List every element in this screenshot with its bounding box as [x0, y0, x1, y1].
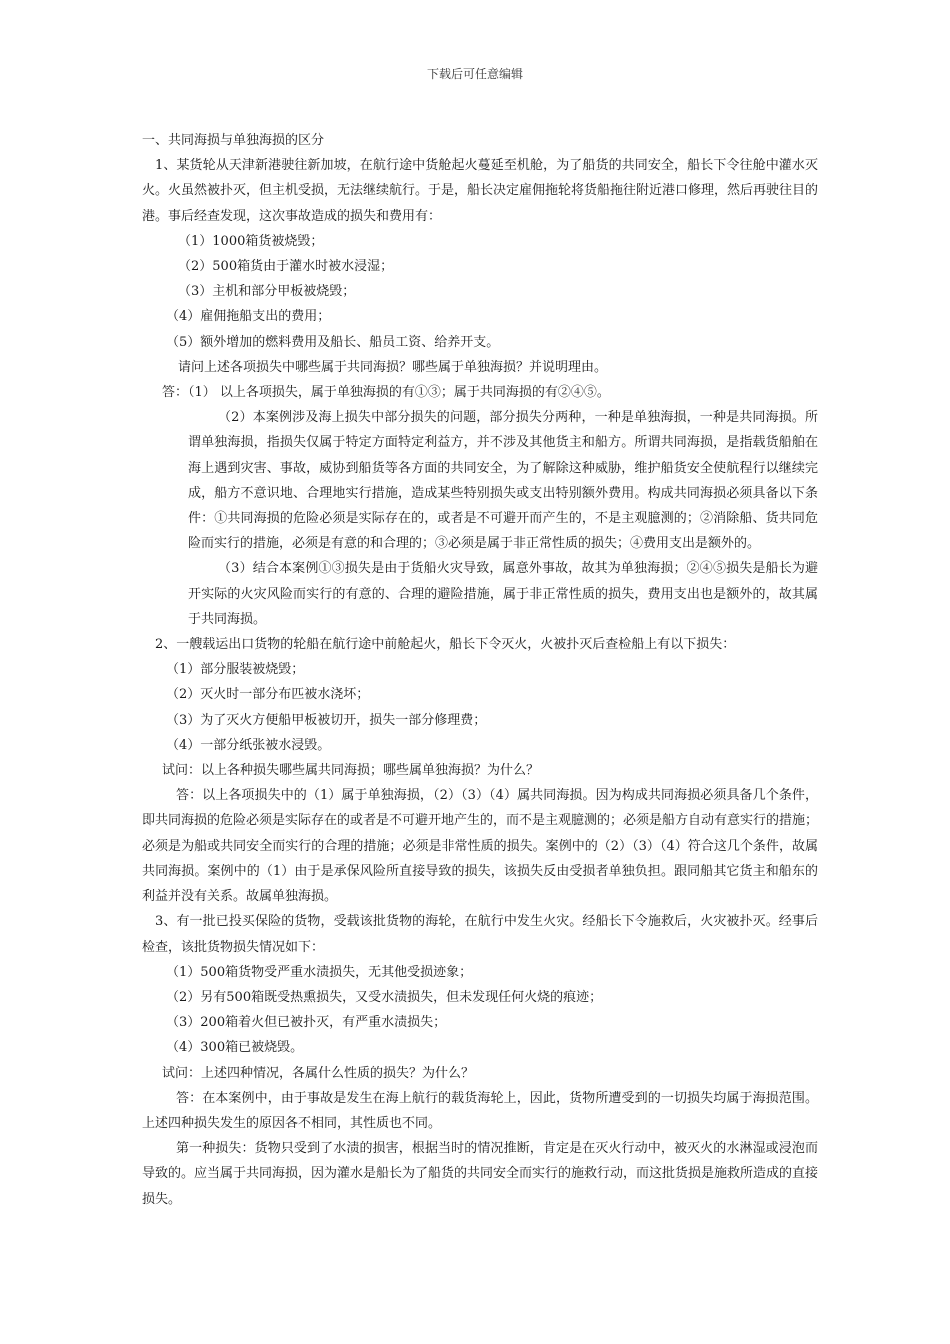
case1-item: （4）雇佣拖船支出的费用；: [166, 309, 331, 325]
case2-item: （2）灭火时一部分布匹被水浇坏；: [166, 687, 370, 703]
case2-item: （1）部分服装被烧毁；: [166, 662, 305, 678]
case1-answer-2: （2）本案例涉及海上损失中部分损失的问题，部分损失分两种，一种是单独海损，一种是共同海损。所谓单独海损，指损失仅属于特定方面特定利益方，并不涉及其他货主和船方。所谓共同海损，是指载货船舶在海上遇到灾害、事故，威协到船货等各方面的共同安全，为了解除这种威胁，维护船货安全使航程行以继续完成，船方不意识地、合理地实行措施，造成某些特别损失或支出特别额外费用。构成共同海损必须具备以下条件：①共同海损的危险必须是实际存在的，或者是不可避开而产生的，不是主观臆测的；②消除船、货共同危险而实行的措施，必须是有意的和合理的；③必须是属于非正常性质的损失；④费用支出是额外的。: [188, 410, 818, 552]
case3-answer: 答：在本案例中，由于事故是发生在海上航行的载货海轮上，因此，货物所遭受到的一切损失均属于海损范围。上述四种损失发生的原因各不相同，其性质也不同。: [142, 1090, 818, 1131]
case1-answer-block: [142, 405, 818, 632]
page-header: 下载后可任意编辑: [426, 67, 523, 81]
case3-item: （1）500箱货物受严重水渍损失，无其他受损迹象；: [166, 964, 473, 980]
case1-item: （5）额外增加的燃料费用及船长、船员工资、给养开支。: [166, 334, 500, 350]
case2-item: （3）为了灭火方便船甲板被切开，损失一部分修理费；: [166, 712, 487, 728]
case1-item: （2）500箱货由于灌水时被水浸湿；: [178, 259, 394, 275]
case1-item: （1）1000箱货被烧毁；: [178, 233, 324, 249]
case2-question: 2、一艘载运出口货物的轮船在航行途中前舱起火，船长下令灭火，火被扑灭后查检船上有以下损失：: [155, 637, 736, 653]
document-body: [142, 128, 818, 1212]
case1-answer-lead: 答：（1） 以上各项损失，属于单独海损的有①③；属于共同海损的有②④⑤。: [162, 385, 610, 401]
case1-ask: 请问上述各项损失中哪些属于共同海损？哪些属于单独海损？并说明理由。: [178, 359, 608, 375]
case3-item: （3）200箱着火但已被扑灭，有严重水渍损失；: [166, 1015, 447, 1031]
case2-answer: 答：以上各项损失中的（1）属于单独海损，（2）（3）（4）属共同海损。因为构成共同海损必须具备几个条件，即共同海损的危险必须是实际存在的或者是不可避开地产生的，而不是主观臆测的；必须是船方自动有意实行的措施；必须是为船或共同安全而实行的合理的措施；必须是非常性质的损失。案例中的（2）（3）（4）符合这几个条件，故属共同海损。案例中的（1）由于是承保风险所直接导致的损失，该损失反由受损者单独负担。跟同船其它货主和船东的利益并没有关系。故属单独海损。: [142, 788, 819, 905]
case2-ask: 试问：以上各种损失哪些属共同海损；哪些属单独海损？为什么？: [162, 763, 540, 779]
case1-answer-3: （3）结合本案例①③损失是由于货船火灾导致，属意外事故，故其为单独海损；②④⑤损失是船长为避开实际的火灾风险而实行的有意的、合理的避险措施，属于非正常性质的损失，费用支出也是额外的，故其属于共同海损。: [188, 561, 818, 627]
case1-item: （3）主机和部分甲板被烧毁；: [178, 284, 356, 300]
case2-item: （4）一部分纸张被水浸毁。: [166, 737, 331, 753]
case1-question: 1、某货轮从天津新港驶往新加坡，在航行途中货舱起火蔓延至机舱，为了船货的共同安全，船长下令往舱中灌水灭火。火虽然被扑灭，但主机受损，无法继续航行。于是，船长决定雇佣拖轮将货船拖往附近港口修理，然后再驶往目的港。事后经查发现，这次事故造成的损失和费用有：: [142, 158, 819, 224]
case3-item: （2）另有500箱既受热熏损失，又受水渍损失，但未发现任何火烧的痕迹；: [166, 989, 603, 1005]
section-title: 一、共同海损与单独海损的区分: [142, 133, 325, 148]
case3-ask: 试问：上述四种情况，各属什么性质的损失？为什么？: [162, 1065, 475, 1081]
case3-question: 3、有一批已投买保险的货物，受载该批货物的海轮，在航行中发生火灾。经船长下令施救后，火灾被扑灭。经事后检查，该批货物损失情况如下：: [142, 914, 818, 955]
case3-item: （4）300箱已被烧毁。: [166, 1040, 304, 1056]
case3-first-loss: 第一种损失：货物只受到了水渍的损害，根据当时的情况推断，肯定是在灭火行动中，被灭火的水淋湿或浸泡而导致的。应当属于共同海损，因为灌水是船长为了船货的共同安全而实行的施救行动，而这批货损是施救所造成的直接损失。: [142, 1141, 819, 1207]
